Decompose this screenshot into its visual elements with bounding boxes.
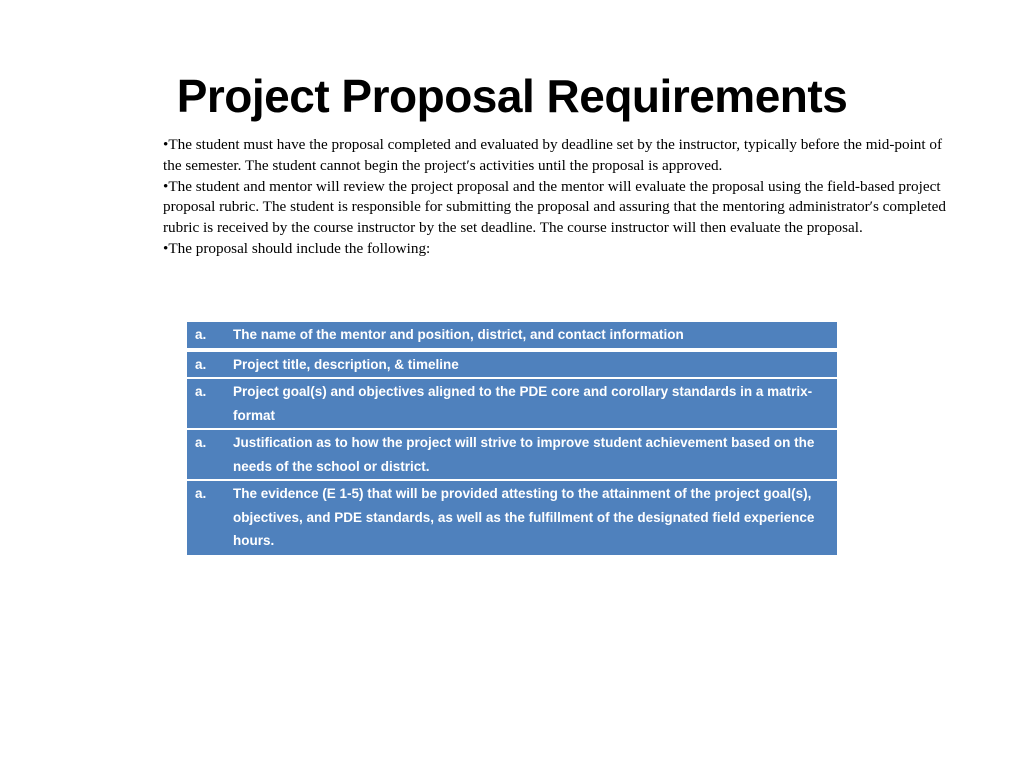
requirements-table [187, 322, 837, 555]
table-row [187, 322, 837, 350]
item-marker: a. [187, 429, 233, 480]
slide-title: Project Proposal Requirements [176, 70, 848, 122]
item-text: Project title, description, & timeline [233, 350, 837, 379]
bullet-paragraph: •The student and mentor will review the project proposal and the mentor will evaluate the proposal using the field-based project proposal rubric. The student is responsible for submitting the proposal and assuring that the mentoring administrator′s completed rubric is received by the course instructor by the set deadline. The course instructor will then evaluate the proposal. [163, 177, 946, 237]
bullet-paragraph: •The student must have the proposal completed and evaluated by deadline set by the instructor, typically before the mid-point of the semester. The student cannot begin the project′s activities until the proposal is approved. [163, 136, 943, 174]
table-row [187, 480, 837, 554]
item-text: The evidence (E 1-5) that will be provided attesting to the attainment of the project goal(s), objectives, and PDE standards, as well as the fulfillment of the designated field experience hours. [233, 480, 837, 554]
item-marker: a. [187, 378, 233, 429]
table-row [187, 429, 837, 480]
table-row [187, 378, 837, 429]
table-row [187, 350, 837, 379]
item-marker: a. [187, 350, 233, 379]
item-text: Project goal(s) and objectives aligned to the PDE core and corollary standards in a matrix-format [233, 378, 837, 429]
item-text: Justification as to how the project will strive to improve student achievement based on the needs of the school or district. [233, 429, 837, 480]
item-text: The name of the mentor and position, district, and contact information [233, 322, 837, 350]
bullet-paragraph: •The proposal should include the following: [163, 239, 431, 257]
body-text [163, 135, 963, 260]
item-marker: a. [187, 322, 233, 350]
item-marker: a. [187, 480, 233, 554]
